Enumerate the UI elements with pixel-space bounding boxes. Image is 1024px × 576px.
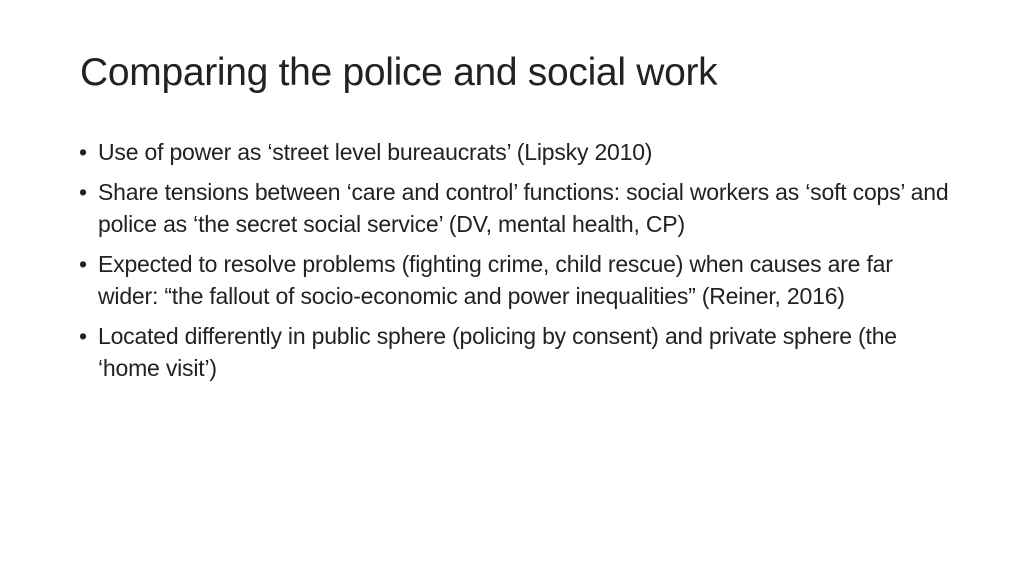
bullet-dot-icon: • <box>79 139 87 165</box>
slide-title: Comparing the police and social work <box>80 51 718 94</box>
bullet-text: Located differently in public sphere (policing by consent) and private sphere (the ‘home visit’) <box>98 323 897 381</box>
bullet-item <box>79 320 959 384</box>
bullet-text: Expected to resolve problems (fighting crime, child rescue) when causes are far wider: “the fallout of socio-economic and power inequalities” (Reiner, 2016) <box>98 251 893 309</box>
bullet-dot-icon: • <box>79 323 87 349</box>
bullet-list <box>79 136 959 392</box>
bullet-text: Share tensions between ‘care and control’ functions: social workers as ‘soft cops’ and police as ‘the secret social service’ (DV, mental health, CP) <box>98 179 949 237</box>
bullet-item <box>79 248 959 312</box>
bullet-text: Use of power as ‘street level bureaucrats’ (Lipsky 2010) <box>98 139 653 165</box>
bullet-item <box>79 136 959 168</box>
bullet-dot-icon: • <box>79 251 87 277</box>
bullet-item <box>79 176 959 240</box>
bullet-dot-icon: • <box>79 179 87 205</box>
